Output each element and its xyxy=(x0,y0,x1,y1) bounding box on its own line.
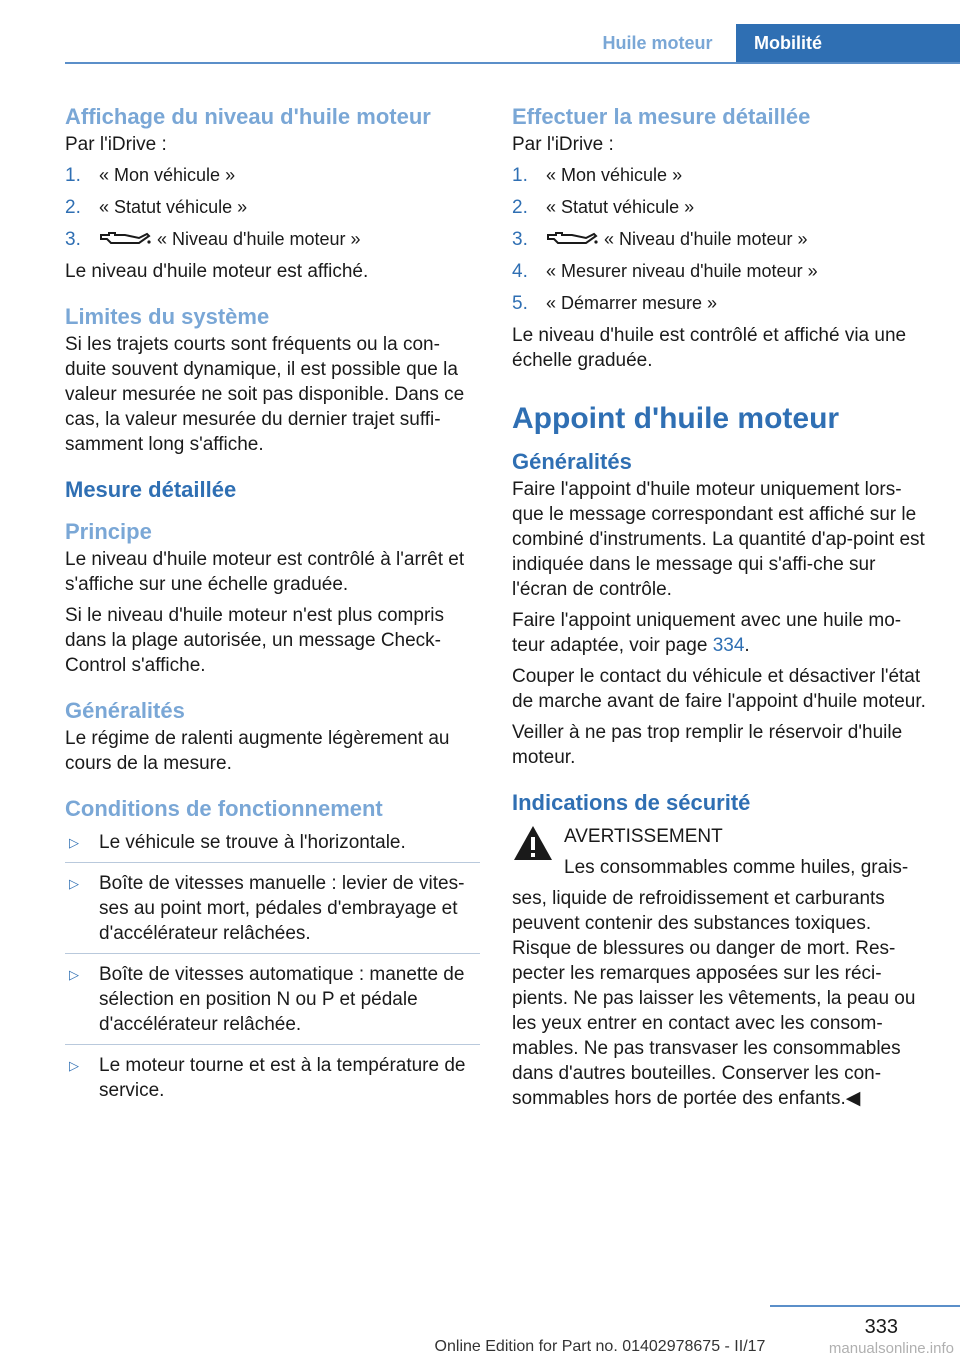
list-item: ▷ Le véhicule se trouve à l'horizontale. xyxy=(69,832,406,853)
list-item: 5. « Démarrer mesure » xyxy=(512,293,718,314)
watermark: manualsonline.info xyxy=(828,1340,954,1357)
heading-affichage: Affichage du niveau d'huile moteur xyxy=(65,104,431,129)
heading-principe: Principe xyxy=(65,519,152,544)
heading-mesure-detaillee: Mesure détaillée xyxy=(65,477,237,502)
list-item: 3. « Niveau d'huile moteur » xyxy=(512,229,808,250)
list-item: 3. « Niveau d'huile moteur » xyxy=(65,229,361,250)
appoint-text-3: Couper le contact du véhicule et désactiver l'état de marche avant de faire l'appoint d'huile moteur. xyxy=(512,666,926,712)
triangle-bullet-icon: ▷ xyxy=(69,967,79,982)
principe-text-2: Si le niveau d'huile moteur n'est plus compris dans la plage autorisée, un message Check-Control s'affiche. xyxy=(65,605,444,676)
list-item: 2. « Statut véhicule » xyxy=(65,197,248,218)
list-item: ▷ Boîte de vitesses automatique : manette de sélection en position N ou P et pédale d'accélérateur relâchée. xyxy=(69,964,465,1035)
list-item: 2. « Statut véhicule » xyxy=(512,197,695,218)
oil-can-icon xyxy=(99,229,151,247)
triangle-bullet-icon: ▷ xyxy=(69,835,79,850)
appoint-text-2: Faire l'appoint uniquement avec une huile mo-teur adaptée, voir page 334. xyxy=(512,610,902,656)
header-rule xyxy=(65,62,960,64)
heading-effectuer: Effectuer la mesure détaillée xyxy=(512,104,811,129)
header-chapter-tab: Mobilité xyxy=(736,24,960,62)
warning-text-first: Les consommables comme huiles, grais- xyxy=(564,857,909,878)
warning-block xyxy=(512,824,927,1111)
heading-appoint: Appoint d'huile moteur xyxy=(512,402,840,435)
divider xyxy=(65,953,480,954)
list-item: 4. « Mesurer niveau d'huile moteur » xyxy=(512,261,818,282)
edition-note: Online Edition for Part no. 01402978675 - II/17 xyxy=(434,1338,766,1355)
niveau-affiche-text: Le niveau d'huile moteur est affiché. xyxy=(65,261,369,282)
header-section-tab: Huile moteur xyxy=(602,32,713,53)
heading-generalites: Généralités xyxy=(65,698,185,723)
footer-rule xyxy=(770,1305,960,1307)
left-column xyxy=(65,102,480,1110)
page-reference-link[interactable]: 334 xyxy=(712,635,745,656)
appoint-text-1: Faire l'appoint d'huile moteur uniquement lors-que le message correspondant est affiché sur le combiné d'instruments. La quantité d'ap-point est indiquée dans le message qui s'affi-che sur l'écran de contrôle. xyxy=(512,479,925,600)
triangle-bullet-icon: ▷ xyxy=(69,876,79,891)
heading-limites: Limites du système xyxy=(65,304,270,329)
list-item: ▷ Boîte de vitesses manuelle : levier de vites-ses au point mort, pédales d'embrayage et d'accélérateur relâchées. xyxy=(69,873,465,944)
oil-can-icon xyxy=(546,229,598,247)
limites-text: Si les trajets courts sont fréquents ou la con-duite souvent dynamique, il est possible que la valeur mesurée ne soit pas disponible. Dans ce cas, la valeur mesurée du dernier trajet suffi-samment long s'affiche. xyxy=(65,334,465,455)
list-item: 1. « Mon véhicule » xyxy=(512,165,683,186)
mesure-steps-list xyxy=(512,163,927,316)
warning-triangle-icon xyxy=(512,824,554,862)
list-item: ▷ Le moteur tourne et est à la température de service. xyxy=(69,1055,466,1101)
controle-text: Le niveau d'huile est contrôlé et affiché via une échelle graduée. xyxy=(512,325,907,371)
right-column xyxy=(512,102,927,1117)
heading-securite: Indications de sécurité xyxy=(512,790,751,815)
idrive-steps-list xyxy=(65,163,480,252)
warning-title: AVERTISSEMENT xyxy=(564,826,723,847)
list-item: 1. « Mon véhicule » xyxy=(65,165,236,186)
conditions-list xyxy=(65,830,480,1103)
heading-generalites: Généralités xyxy=(512,449,632,474)
par-idrive-text: Par l'iDrive : xyxy=(65,134,167,155)
par-idrive-text: Par l'iDrive : xyxy=(512,134,614,155)
heading-conditions: Conditions de fonctionnement xyxy=(65,796,383,821)
triangle-bullet-icon: ▷ xyxy=(69,1058,79,1073)
principe-text-1: Le niveau d'huile moteur est contrôlé à l'arrêt et s'affiche sur une échelle graduée. xyxy=(65,549,465,595)
page-number: 333 xyxy=(864,1316,898,1338)
generalites-text: Le régime de ralenti augmente légèrement au cours de la mesure. xyxy=(65,728,450,774)
divider xyxy=(65,862,480,863)
divider xyxy=(65,1044,480,1045)
appoint-text-4: Veiller à ne pas trop remplir le réservoir d'huile moteur. xyxy=(512,722,903,768)
warning-text: ses, liquide de refroidissement et carburants peuvent contenir des substances toxiques. Risque de blessures ou danger de mort. Res-pecter les remarques apposées sur les réci-pients. Ne pas laisser les vêtements, la peau ou les yeux entrer en contact avec les consom-mables. Ne pas transvaser les consommables dans d'autres bouteilles. Conserver les con-sommables hors de portée des enfants.◀ xyxy=(512,888,916,1109)
